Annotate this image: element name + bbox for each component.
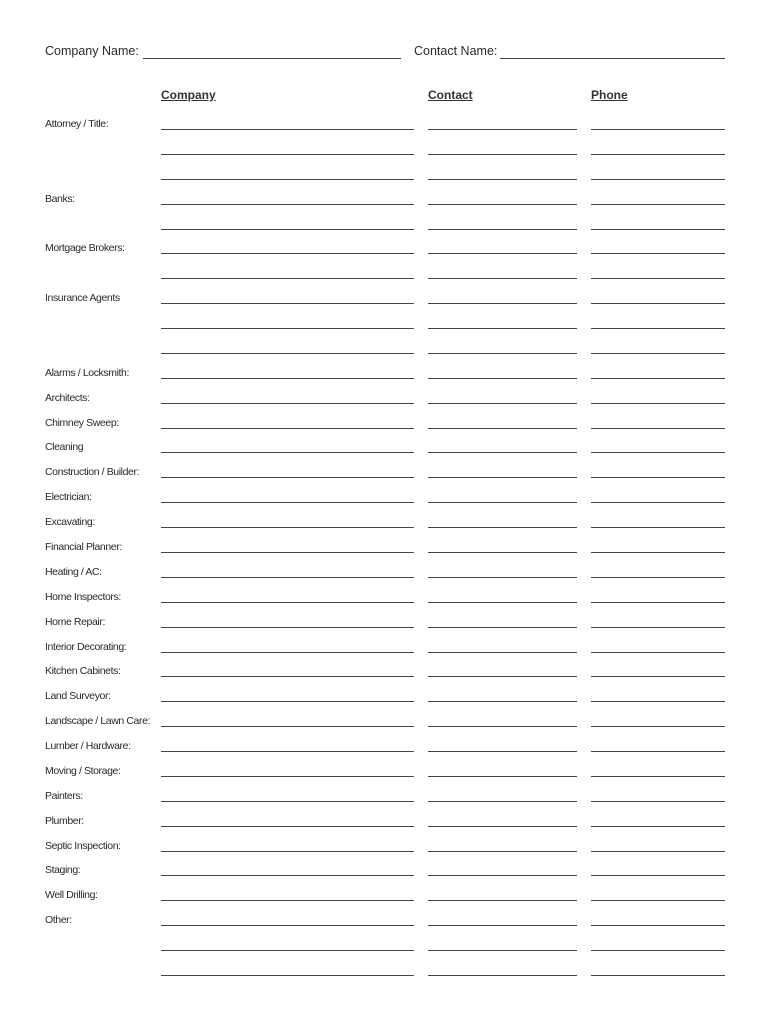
company-field[interactable] — [161, 776, 414, 777]
form-row — [0, 889, 770, 914]
phone-field[interactable] — [591, 950, 725, 951]
contact-field[interactable] — [428, 204, 577, 205]
contact-field[interactable] — [428, 477, 577, 478]
contact-field[interactable] — [428, 278, 577, 279]
phone-field[interactable] — [591, 801, 725, 802]
company-field[interactable] — [161, 701, 414, 702]
contact-field[interactable] — [428, 403, 577, 404]
row-label: Electrician: — [45, 491, 92, 504]
row-label: Lumber / Hardware: — [45, 740, 131, 752]
form-row — [0, 417, 770, 442]
company-field[interactable] — [161, 154, 414, 155]
row-label: Chimney Sweep: — [45, 416, 119, 429]
company-field[interactable] — [161, 353, 414, 354]
company-field[interactable] — [161, 552, 414, 553]
form-row — [0, 566, 770, 591]
contact-field[interactable] — [428, 527, 577, 528]
row-label: Well Drilling: — [45, 889, 98, 902]
phone-field[interactable] — [591, 652, 725, 653]
contact-field[interactable] — [428, 726, 577, 727]
contact-field[interactable] — [428, 676, 577, 677]
company-field[interactable] — [161, 652, 414, 653]
contact-field[interactable] — [428, 627, 577, 628]
phone-field[interactable] — [591, 851, 725, 852]
phone-field[interactable] — [591, 527, 725, 528]
company-field[interactable] — [161, 950, 414, 951]
form-row — [0, 914, 770, 939]
phone-field[interactable] — [591, 303, 725, 304]
form-row — [0, 690, 770, 715]
row-label: Painters: — [45, 789, 83, 802]
form-row — [0, 267, 770, 292]
form-row — [0, 939, 770, 964]
company-field[interactable] — [161, 452, 414, 453]
row-label: Home Repair: — [45, 615, 105, 628]
company-field[interactable] — [161, 502, 414, 503]
company-field[interactable] — [161, 179, 414, 180]
row-label: Other: — [45, 914, 72, 927]
phone-field[interactable] — [591, 204, 725, 205]
row-label: Land Surveyor: — [45, 690, 111, 703]
contact-field[interactable] — [428, 925, 577, 926]
row-label: Interior Decorating: — [45, 640, 127, 653]
contact-field[interactable] — [428, 801, 577, 802]
form-row — [0, 342, 770, 367]
company-field[interactable] — [161, 428, 414, 429]
contact-field[interactable] — [428, 502, 577, 503]
row-label: Staging: — [45, 864, 81, 877]
phone-field[interactable] — [591, 278, 725, 279]
company-field[interactable] — [161, 229, 414, 230]
column-header-contact: Contact — [428, 88, 473, 102]
phone-field[interactable] — [591, 975, 725, 976]
phone-field[interactable] — [591, 154, 725, 155]
form-row — [0, 740, 770, 765]
row-label: Banks: — [45, 192, 75, 205]
company-field[interactable] — [161, 676, 414, 677]
row-label: Landscape / Lawn Care: — [45, 715, 151, 728]
row-label: Cleaning — [45, 441, 84, 454]
column-header-phone: Phone — [591, 88, 628, 102]
form-row — [0, 193, 770, 218]
contact-field[interactable] — [428, 378, 577, 379]
form-row — [0, 441, 770, 466]
contact-field[interactable] — [428, 652, 577, 653]
form-row — [0, 815, 770, 840]
phone-field[interactable] — [591, 826, 725, 827]
company-field[interactable] — [161, 925, 414, 926]
contact-field[interactable] — [428, 229, 577, 230]
phone-field[interactable] — [591, 676, 725, 677]
form-row — [0, 392, 770, 417]
phone-field[interactable] — [591, 179, 725, 180]
phone-field[interactable] — [591, 253, 725, 254]
company-field[interactable] — [161, 403, 414, 404]
phone-field[interactable] — [591, 328, 725, 329]
form-row — [0, 765, 770, 790]
contact-field[interactable] — [428, 428, 577, 429]
phone-field[interactable] — [591, 403, 725, 404]
form-row — [0, 317, 770, 342]
row-label: Plumber: — [45, 814, 84, 827]
contact-field[interactable] — [428, 129, 577, 130]
phone-field[interactable] — [591, 776, 725, 777]
company-field[interactable] — [161, 378, 414, 379]
company-field[interactable] — [161, 826, 414, 827]
company-field[interactable] — [161, 875, 414, 876]
company-field[interactable] — [161, 278, 414, 279]
row-label: Insurance Agents — [45, 292, 120, 305]
contact-field[interactable] — [428, 851, 577, 852]
phone-field[interactable] — [591, 378, 725, 379]
contact-field[interactable] — [428, 975, 577, 976]
contact-field[interactable] — [428, 875, 577, 876]
phone-field[interactable] — [591, 552, 725, 553]
phone-field[interactable] — [591, 627, 725, 628]
row-label: Architects: — [45, 391, 90, 404]
row-label: Construction / Builder: — [45, 466, 140, 479]
row-label: Financial Planner: — [45, 541, 122, 553]
contact-field[interactable] — [428, 552, 577, 553]
contact-field[interactable] — [428, 577, 577, 578]
company-field[interactable] — [161, 477, 414, 478]
phone-field[interactable] — [591, 353, 725, 354]
form-row — [0, 516, 770, 541]
form-row — [0, 218, 770, 243]
phone-field[interactable] — [591, 925, 725, 926]
company-field[interactable] — [161, 975, 414, 976]
row-label: Moving / Storage: — [45, 764, 121, 777]
company-field[interactable] — [161, 602, 414, 603]
row-label: Kitchen Cabinets: — [45, 665, 121, 678]
contact-field[interactable] — [428, 154, 577, 155]
company-field[interactable] — [161, 851, 414, 852]
row-label: Attorney / Title: — [45, 118, 109, 130]
contact-field[interactable] — [428, 328, 577, 329]
phone-field[interactable] — [591, 577, 725, 578]
company-field[interactable] — [161, 253, 414, 254]
company-field[interactable] — [161, 751, 414, 752]
form-row — [0, 541, 770, 566]
contact-field[interactable] — [428, 253, 577, 254]
company-field[interactable] — [161, 900, 414, 901]
row-label: Mortgage Brokers: — [45, 242, 125, 255]
contact-field[interactable] — [428, 826, 577, 827]
contact-field[interactable] — [428, 602, 577, 603]
form-row — [0, 466, 770, 491]
contact-field[interactable] — [428, 179, 577, 180]
contact-name-label: Contact Name: — [414, 44, 498, 58]
form-row — [0, 790, 770, 815]
phone-field[interactable] — [591, 129, 725, 130]
form-row — [0, 292, 770, 317]
phone-field[interactable] — [591, 602, 725, 603]
phone-field[interactable] — [591, 502, 725, 503]
row-label: Septic Inspection: — [45, 839, 121, 852]
form-row — [0, 616, 770, 641]
contact-field[interactable] — [428, 776, 577, 777]
row-label: Excavating: — [45, 516, 95, 529]
form-row — [0, 491, 770, 516]
company-field[interactable] — [161, 627, 414, 628]
column-header-company: Company — [161, 88, 216, 102]
contact-field[interactable] — [428, 950, 577, 951]
contact-field[interactable] — [428, 900, 577, 901]
form-row — [0, 168, 770, 193]
phone-field[interactable] — [591, 875, 725, 876]
form-row — [0, 840, 770, 865]
contact-field[interactable] — [428, 751, 577, 752]
phone-field[interactable] — [591, 900, 725, 901]
company-field[interactable] — [161, 204, 414, 205]
phone-field[interactable] — [591, 229, 725, 230]
phone-field[interactable] — [591, 751, 725, 752]
company-name-label: Company Name: — [45, 44, 139, 58]
company-field[interactable] — [161, 726, 414, 727]
form-row — [0, 591, 770, 616]
form-row — [0, 367, 770, 392]
company-field[interactable] — [161, 303, 414, 304]
phone-field[interactable] — [591, 701, 725, 702]
form-row — [0, 242, 770, 267]
contact-field[interactable] — [428, 353, 577, 354]
form-row — [0, 118, 770, 143]
form-row — [0, 641, 770, 666]
phone-field[interactable] — [591, 477, 725, 478]
phone-field[interactable] — [591, 726, 725, 727]
form-row — [0, 143, 770, 168]
row-label: Alarms / Locksmith: — [45, 366, 130, 379]
form-row — [0, 715, 770, 740]
contact-field[interactable] — [428, 701, 577, 702]
company-field[interactable] — [161, 129, 414, 130]
row-label: Heating / AC: — [45, 565, 102, 578]
company-field[interactable] — [161, 527, 414, 528]
row-label: Home Inspectors: — [45, 590, 121, 603]
form-row — [0, 665, 770, 690]
company-field[interactable] — [161, 801, 414, 802]
form-row — [0, 964, 770, 989]
company-field[interactable] — [161, 577, 414, 578]
phone-field[interactable] — [591, 428, 725, 429]
contact-field[interactable] — [428, 452, 577, 453]
company-field[interactable] — [161, 328, 414, 329]
form-row — [0, 864, 770, 889]
contact-field[interactable] — [428, 303, 577, 304]
phone-field[interactable] — [591, 452, 725, 453]
